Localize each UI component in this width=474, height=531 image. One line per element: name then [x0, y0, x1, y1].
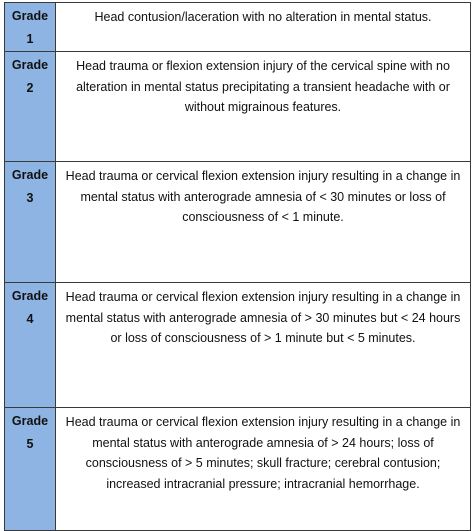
grade-number: 2	[26, 81, 34, 95]
grade-label: Grade	[11, 9, 49, 23]
grading-table	[4, 2, 471, 531]
grade-cell	[5, 162, 56, 283]
description-cell: Head trauma or flexion extension injury of the cervical spine with no alteration in mental status precipitating a transient headache with or without migrainous features.	[56, 52, 471, 162]
description-cell: Head trauma or cervical flexion extension injury resulting in a change in mental status with anterograde amnesia of > 30 minutes but < 24 hours or loss of consciousness of > 1 minute but < 5 minutes.	[56, 283, 471, 408]
grade-number: 4	[26, 312, 34, 326]
table-row	[5, 408, 471, 531]
grade-number: 1	[26, 32, 34, 46]
description-cell: Head trauma or cervical flexion extension injury resulting in a change in mental status with anterograde amnesia of > 24 hours; loss of consciousness of > 5 minutes; skull fracture; cerebral contusion; increased intracranial pressure; intracranial hemorrhage.	[56, 408, 471, 531]
grade-label: Grade	[11, 414, 49, 428]
grade-cell	[5, 283, 56, 408]
grade-number: 3	[26, 191, 34, 205]
grade-label: Grade	[11, 58, 49, 72]
grade-number: 5	[26, 437, 34, 451]
grade-cell	[5, 3, 56, 52]
table-row	[5, 52, 471, 162]
description-cell: Head contusion/laceration with no alteration in mental status.	[56, 3, 471, 52]
grade-cell	[5, 52, 56, 162]
grade-label: Grade	[11, 168, 49, 182]
grade-cell	[5, 408, 56, 531]
description-cell: Head trauma or cervical flexion extension injury resulting in a change in mental status with anterograde amnesia of < 30 minutes or loss of consciousness of < 1 minute.	[56, 162, 471, 283]
table-row	[5, 283, 471, 408]
table-row	[5, 3, 471, 52]
grade-label: Grade	[11, 289, 49, 303]
table-row	[5, 162, 471, 283]
